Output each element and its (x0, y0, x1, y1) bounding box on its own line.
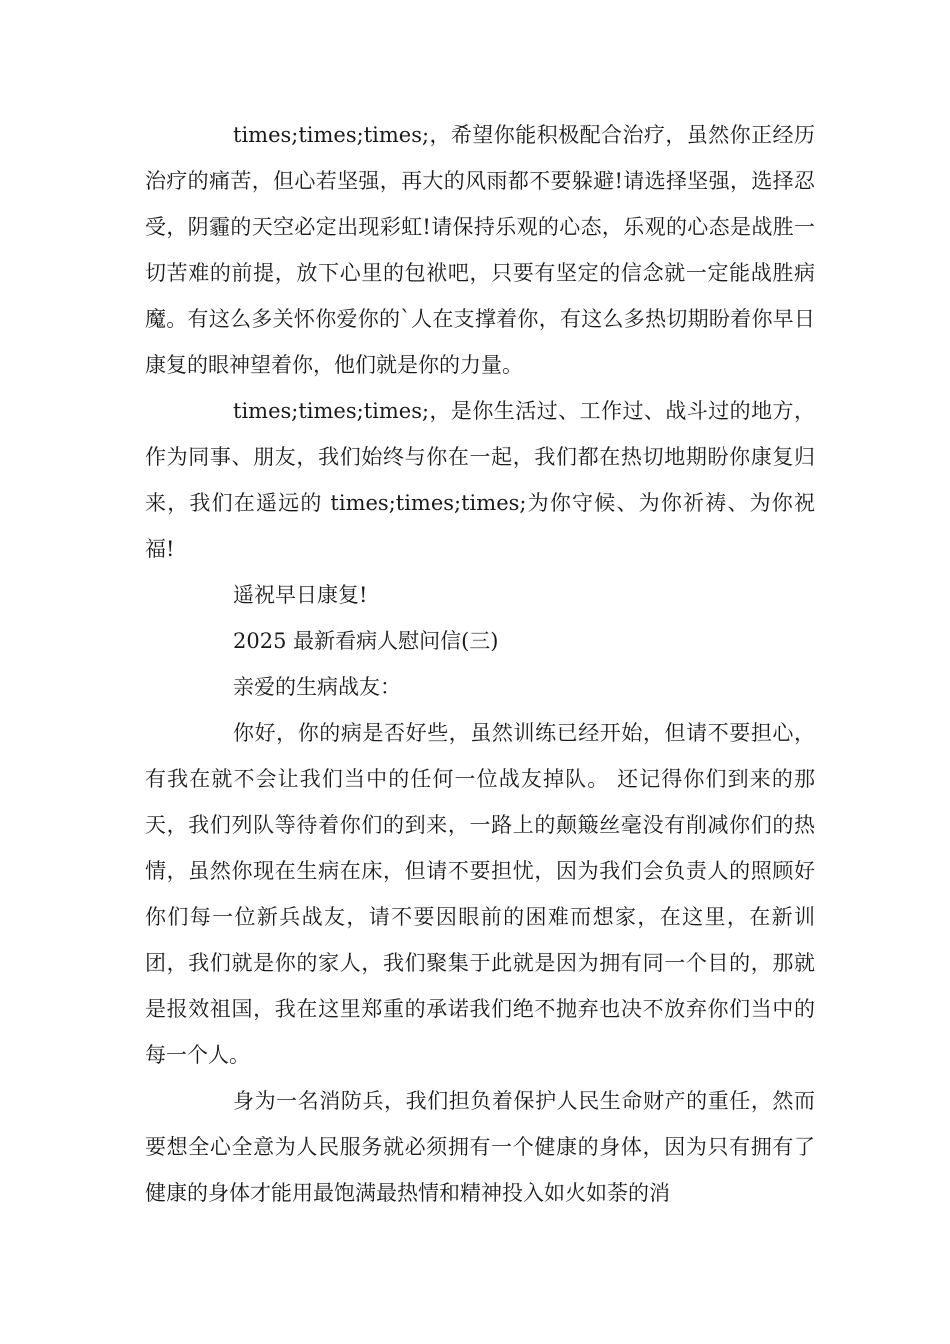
paragraph-colleagues: times;times;times;，是你生活过、工作过、战斗过的地方，作为同事、朋友，我们始终与你在一起，我们都在热切地期盼你康复归来，我们在遥远的 times;times;times;为你守候、为你祈祷、为你祝福! (145, 399, 815, 561)
paragraph-wish: 遥祝早日康复! (233, 583, 368, 607)
paragraph-greeting: 你好，你的病是否好些，虽然训练已经开始，但请不要担心，有我在就不会让我们当中的任何一位战友掉队。 还记得你们到来的那天，我们列队等待着你们的到来，一路上的颠簸丝毫没有削减你们的热情，虽然你现在生病在床，但请不要担忧，因为我们会负责人的照顾好你们每一位新兵战友，请不要因眼前的困难而想家，在这里，在新训团，我们就是你的家人，我们聚集于此就是因为拥有同一个目的，那就是报效祖国，我在这里郑重的承诺我们绝不抛弃也决不放弃你们当中的每一个人。 (145, 721, 815, 1067)
paragraph-encouragement: times;times;times;，希望你能积极配合治疗，虽然你正经历治疗的痛苦，但心若坚强，再大的风雨都不要躲避!请选择坚强，选择忍受，阴霾的天空必定出现彩虹!请保持乐观的心态，乐观的心态是战胜一切苦难的前提，放下心里的包袱吧，只要有坚定的信念就一定能战胜病魔。有这么多关怀你爱你的`人在支撑着你，有这么多热切期盼着你早日康复的眼神望着你，他们就是你的力量。 (145, 123, 815, 377)
paragraph-firefighter: 身为一名消防兵，我们担负着保护人民生命财产的重任，然而要想全心全意为人民服务就必须拥有一个健康的身体，因为只有拥有了健康的身体才能用最饱满最热情和精神投入如火如荼的消 (145, 1089, 815, 1205)
letter-heading: 2025 最新看病人慰问信(三) (233, 629, 499, 653)
document-body (145, 112, 815, 1216)
letter-salutation: 亲爱的生病战友： (233, 675, 401, 699)
